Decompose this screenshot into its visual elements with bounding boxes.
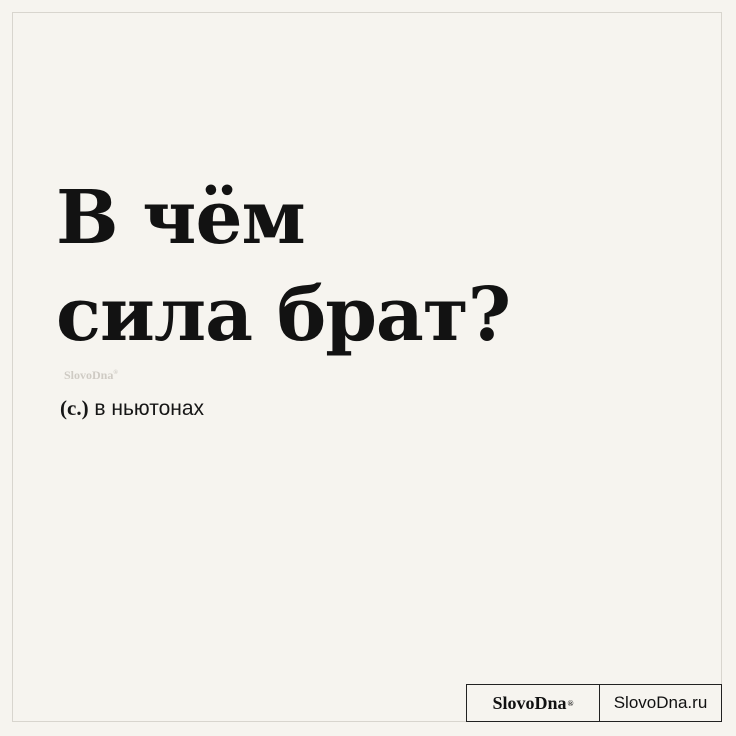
brand-registered-mark: ® <box>567 698 574 708</box>
brand-footer[interactable] <box>466 684 722 722</box>
watermark-logo <box>64 368 118 383</box>
definition-mark: (с.) <box>60 396 89 420</box>
watermark-text: SlovoDna <box>64 368 114 382</box>
watermark-registered-mark: ® <box>113 370 118 376</box>
headline-line-1: В чём <box>56 175 305 261</box>
brand-logo-text: SlovoDna <box>492 692 567 713</box>
definition-text: в ньютонах <box>94 397 205 420</box>
headline <box>56 170 510 364</box>
brand-url-link[interactable]: SlovoDna.ru <box>613 693 708 712</box>
headline-line-2: сила брат? <box>56 272 511 358</box>
definition <box>60 396 204 421</box>
brand-logo[interactable] <box>467 685 600 721</box>
card-frame <box>12 12 722 722</box>
